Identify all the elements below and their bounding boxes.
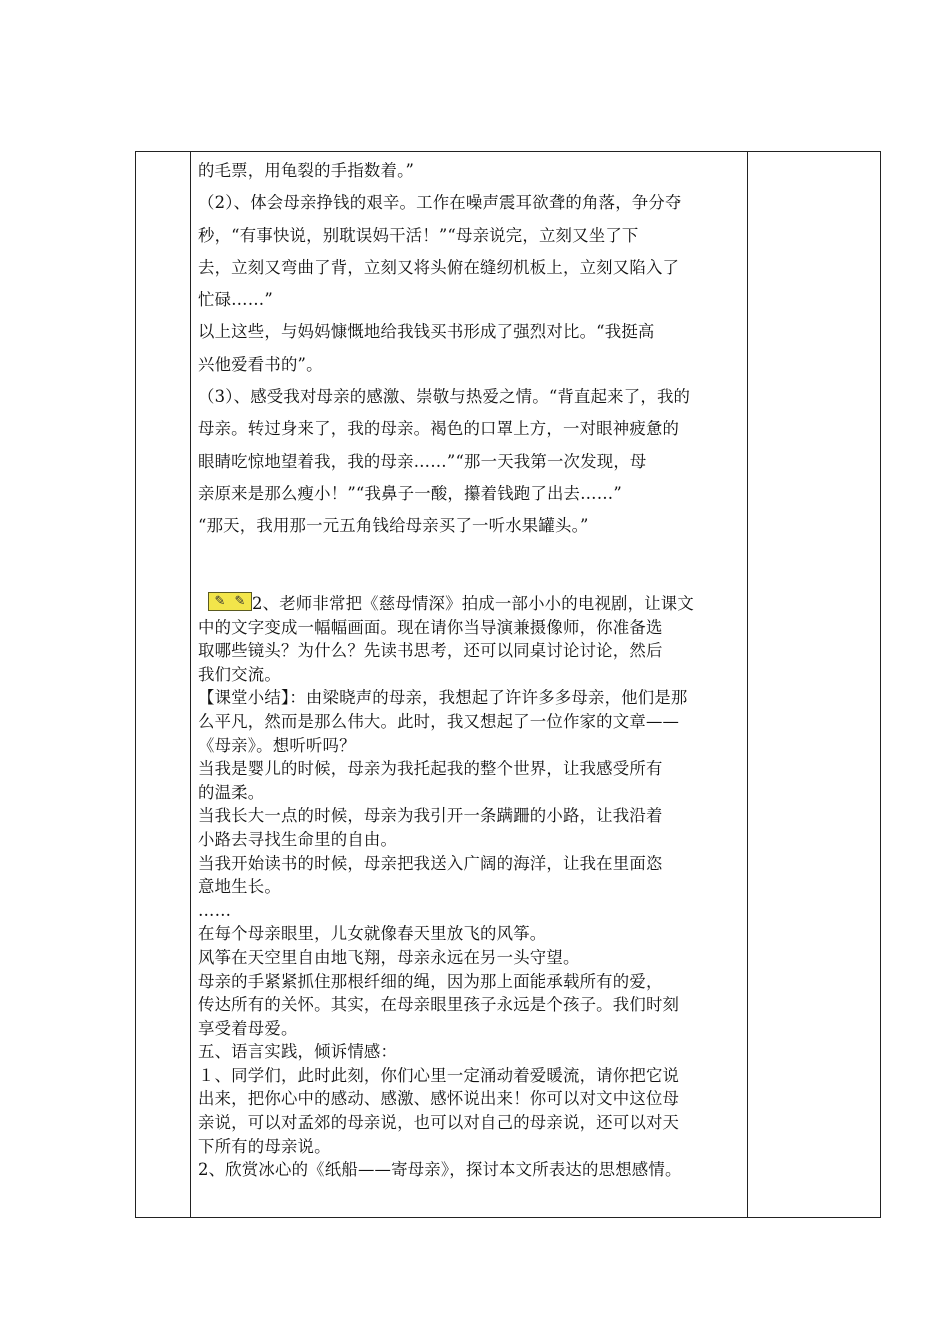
text-line: 兴他爱看书的”。 xyxy=(198,354,323,374)
text-line: 下所有的母亲说。 xyxy=(198,1136,331,1156)
text-block-summary xyxy=(198,592,746,1182)
table-divider-right xyxy=(747,152,748,1217)
text-line: 母亲的手紧紧抓住那根纤细的绳，因为那上面能承载所有的爱， xyxy=(198,971,663,991)
text-line: （3）、感受我对母亲的感激、崇敬与热爱之情。“背直起来了，我的 xyxy=(198,387,691,407)
text-line: 当我长大一点的时候，母亲为我引开一条蹒跚的小路，让我沿着 xyxy=(198,806,663,826)
text-line: 秒，“有事快说，别耽误妈干活！”“母亲说完，立刻又坐了下 xyxy=(198,225,639,245)
text-line: 的温柔。 xyxy=(198,782,265,802)
text-line: 亲说，可以对孟郊的母亲说，也可以对自己的母亲说，还可以对天 xyxy=(198,1113,680,1133)
text-line: 风筝在天空里自由地飞翔，母亲永远在另一头守望。 xyxy=(198,947,580,967)
text-line: 中的文字变成一幅幅画面。现在请你当导演兼摄像师，你准备选 xyxy=(198,617,663,637)
text-block-analysis xyxy=(198,155,746,543)
text-line: 忙碌……” xyxy=(198,290,273,310)
text-line: 传达所有的关怀。其实，在母亲眼里孩子永远是个孩子。我们时刻 xyxy=(198,995,680,1015)
text-line: 去，立刻又弯曲了背，立刻又将头俯在缝纫机板上，立刻又陷入了 xyxy=(198,257,680,277)
text-line: “那天，我用那一元五角钱给母亲买了一听水果罐头。” xyxy=(198,516,589,536)
lesson-table xyxy=(135,151,881,1218)
ellipsis-line: …… xyxy=(198,900,232,920)
text-line: 我们交流。 xyxy=(198,664,281,684)
text-line: 么平凡，然而是那么伟大。此时，我又想起了一位作家的文章—— xyxy=(198,711,680,731)
text-line: （2）、体会母亲挣钱的艰辛。工作在噪声震耳欲聋的角落，争分夺 xyxy=(198,193,682,213)
text-line xyxy=(198,592,746,616)
text-line: 2、欣赏冰心的《纸船——寄母亲》，探讨本文所表达的思想感情。 xyxy=(198,1160,682,1180)
double-pencil-icon: ✎ ✎ xyxy=(208,592,252,611)
table-divider-left xyxy=(190,152,191,1217)
text-line: 意地生长。 xyxy=(198,877,281,897)
class-summary-line: 【课堂小结】：由梁晓声的母亲，我想起了许许多多母亲，他们是那 xyxy=(198,688,688,708)
section-heading: 五、语言实践，倾诉情感： xyxy=(198,1042,398,1062)
text-line: 母亲。转过身来了，我的母亲。褐色的口罩上方，一对眼神疲惫的 xyxy=(198,419,680,439)
text-line-content: 2、老师非常把《慈母情深》拍成一部小小的电视剧，让课文 xyxy=(252,594,694,613)
text-line: 享受着母爱。 xyxy=(198,1018,298,1038)
text-line: 取哪些镜头？为什么？先读书思考，还可以同桌讨论讨论，然后 xyxy=(198,641,663,661)
text-line: 《母亲》。想听听吗？ xyxy=(198,735,356,755)
text-line: 以上这些，与妈妈慷慨地给我钱买书形成了强烈对比。“我挺高 xyxy=(198,322,655,342)
text-line: 在每个母亲眼里，儿女就像春天里放飞的风筝。 xyxy=(198,924,547,944)
text-line: 的毛票，用龟裂的手指数着。” xyxy=(198,161,415,180)
text-line: 当我是婴儿的时候，母亲为我托起我的整个世界，让我感受所有 xyxy=(198,759,663,779)
text-line: 眼睛吃惊地望着我，我的母亲……”“那一天我第一次发现，母 xyxy=(198,451,647,471)
text-line: １、同学们，此时此刻，你们心里一定涌动着爱暖流，请你把它说 xyxy=(198,1065,680,1085)
text-line: 亲原来是那么瘦小！”“我鼻子一酸，攥着钱跑了出去……” xyxy=(198,483,622,503)
text-line: 出来，把你心中的感动、感激、感怀说出来！你可以对文中这位母 xyxy=(198,1089,680,1109)
text-line: 小路去寻找生命里的自由。 xyxy=(198,829,398,849)
text-line: 当我开始读书的时候，母亲把我送入广阔的海洋，让我在里面恣 xyxy=(198,853,663,873)
